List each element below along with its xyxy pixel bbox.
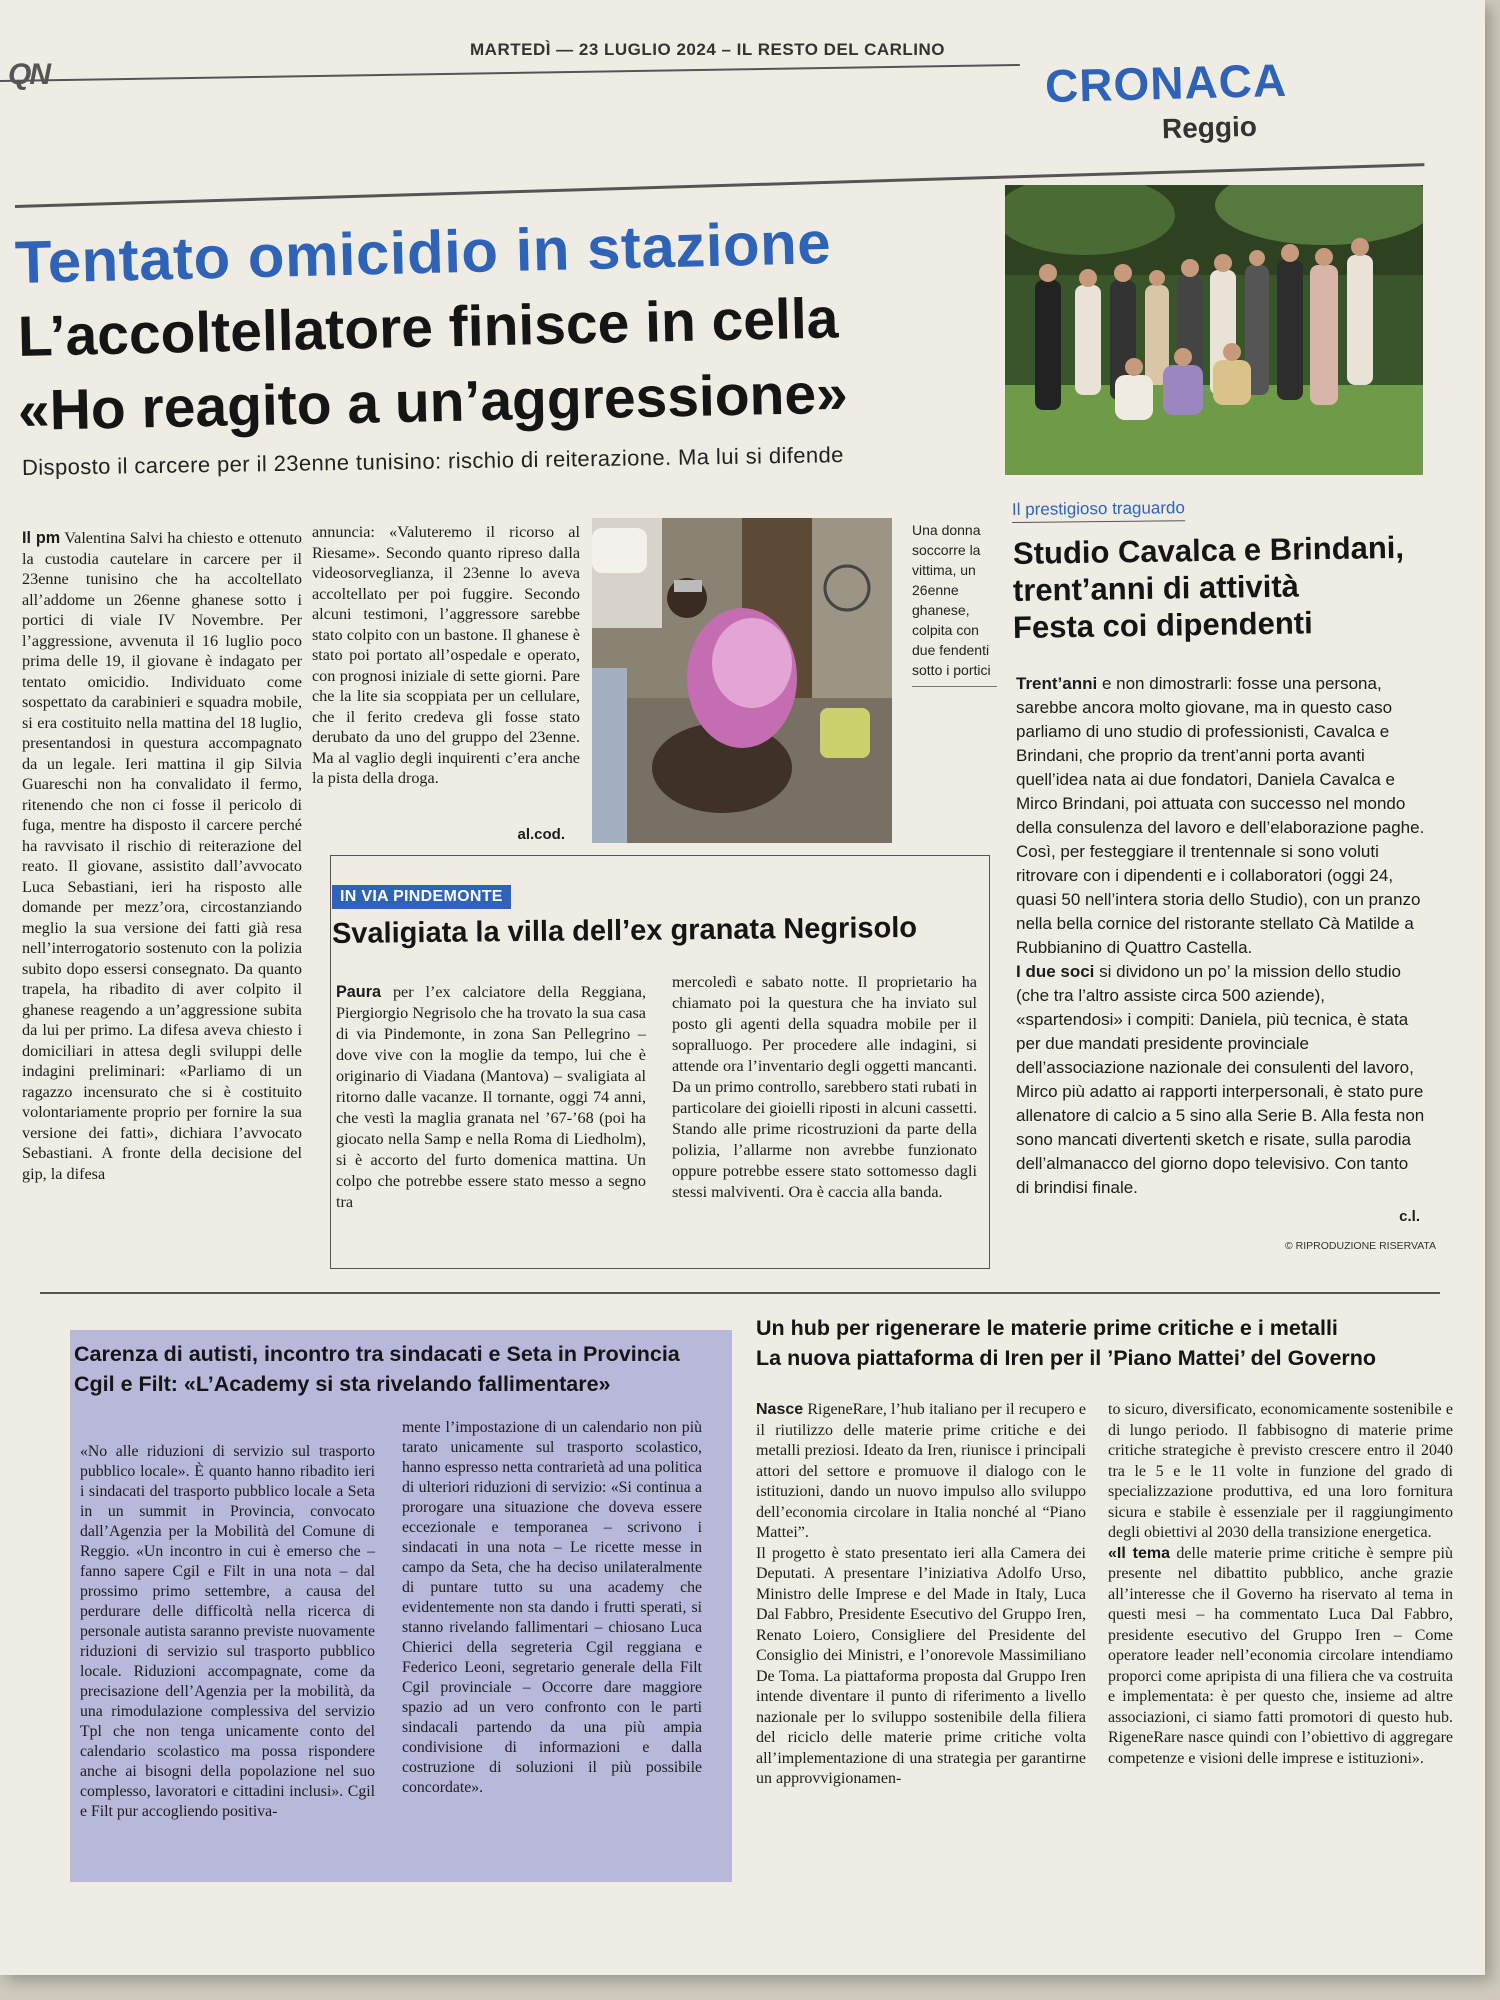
studio-signature: c.l. xyxy=(1399,1208,1420,1225)
bottom-section-rule xyxy=(40,1292,1440,1294)
stabbing-photo-art xyxy=(592,518,892,843)
seta-col1-text: «No alle riduzioni di servizio sul trasporto pubblico locale». È quanto hanno ribadito ieri i sindacati del trasporto pubblico locale a Seta in un summit in Provincia, convocato dall’Agenzia per la Mobilità del Comune di Reggio. «Un incontro in cui è emerso che – fanno sapere Cgil e Filt in una nota – dal prossimo primo settembre, a causa del perdurare delle difficoltà nella ricerca di personale autista saranno previste nuovamente riduzioni di servizio sul trasporto pubblico locale. Riduzioni accompagnate, come da precisazione dell’Agenzia per la mobilità, da una rimodulazione complessiva del servizio Tpl che non tenga unicamente conto del calendario scolastico ma possa rispondere anche ai bisogni della popolazione nel suo complesso, lavoratori e cittadini inclusi». Cgil e Filt pur accogliendo positiva- xyxy=(80,1443,375,1820)
header-rule xyxy=(0,64,1020,82)
studio-p2-text: si dividono un po’ la mission dello studio (che tra l’altro assiste circa 500 aziende), «spartendosi» i compiti: Daniela, più tecnica, è stata per due mandati presidente provinciale dell’associazione nazionale dei consulenti del lavoro, Mirco più adatto ai rapporti interpersonali, è stato pure allenatore di calcio a 5 sino alla Serie B. Alla festa non sono mancati divertenti sketch e risate, sulla parodia dell’almanacco del giorno dopo televisivo. Con tanto di brindisi finale. xyxy=(1016,962,1425,1197)
studio-title-line2: trent’anni di attività xyxy=(1012,568,1300,608)
lead-column-2 xyxy=(312,522,580,789)
iren-title-line2: La nuova piattaforma di Iren per il ’Piano Mattei’ del Governo xyxy=(756,1346,1377,1370)
villa-column-1 xyxy=(336,982,646,1213)
villa-col2-text: mercoledì e sabato notte. Il proprietario ha chiamato poi la questura che ha inviato sul posto gli agenti della squadra mobile per il sopralluogo. Per procedere alle indagini, si attende ora l’inventario degli oggetti mancanti. Da un primo controllo, sarebbero stati rubati in particolare dei gioielli riposti in alcuni cassetti. Stando alle prime ricostruzioni da parte della polizia, l’allarme non avrebbe funzionato oppure potrebbe essere stato sottomesso dagli stessi malviventi. Ora è caccia alla banda. xyxy=(672,973,977,1201)
studio-body xyxy=(1016,672,1426,1200)
studio-title-line3: Festa coi dipendenti xyxy=(1012,605,1313,645)
section-title: CRONACA xyxy=(1044,53,1288,113)
lead-signature: al.cod. xyxy=(517,826,565,843)
seta-column-2 xyxy=(402,1418,702,1798)
iren-column-1 xyxy=(756,1400,1086,1790)
villa-col1-lead: Paura xyxy=(336,983,381,1001)
studio-p1-lead: Trent’anni xyxy=(1016,674,1098,693)
qn-logo: QN xyxy=(8,58,49,91)
iren-col2-lead: «Il tema xyxy=(1108,1544,1170,1562)
copyright-notice: © RIPRODUZIONE RISERVATA xyxy=(1285,1240,1437,1252)
iren-col1-lead: Nasce xyxy=(756,1401,804,1418)
studio-p2-lead: I due soci xyxy=(1016,962,1095,981)
iren-col1-text: RigeneRare, l’hub italiano per il recupero e il riutilizzo delle materie prime critiche e dei metalli preziosi. Ideato da Iren, riunisce i principali attori del settore e promuove il dialogo con le istituzioni, dando un nuovo impulso allo sviluppo dell’economia circolare in Italia nonché al “Piano Mattei”. xyxy=(756,1401,1086,1541)
lead-subtitle: Disposto il carcere per il 23enne tunisino: rischio di reiterazione. Ma lui si difende xyxy=(21,442,845,480)
villa-col1-text: per l’ex calciatore della Reggiana, Piergiorgio Negrisolo che ha trovato la sua casa di via Pindemonte, in zona San Pellegrino – dove vive con la moglie da tempo, lui che è originario di Viadana (Mantova) – svaligiata al ritorno dalle vacanze. Il tornante, oggi 74 anni, che vestì la maglia granata nel ’67-’68 (poi ha giocato nella Samp e nella Roma di Liedholm), si è accorto del furto domenica mattina. Un colpo che potrebbe essere stato messo a segno tra xyxy=(336,983,647,1211)
studio-title-line1: Studio Cavalca e Brindani, xyxy=(1012,529,1405,571)
section-subtitle: Reggio xyxy=(1161,110,1258,145)
lead-col2-text: annuncia: «Valuteremo il ricorso al Riesame». Secondo quanto ripreso dalla videosorveglianza, il 23enne lo aveva accoltellato per poi fuggire. Secondo alcuni testimoni, l’aggressore sarebbe stato colpito con un bastone. Il ghanese è stato poi portato all’ospedale e operato, con prognosi iniziale di sette giorni. Pare che la lite sia scoppiata per un cellulare, che il ferito credeva gli fosse stato derubato da uno del gruppo del 23enne. Ma al vaglio degli inquirenti c’era anche la pista della droga. xyxy=(312,523,580,787)
staff-group-photo-art xyxy=(1005,185,1423,475)
dateline: MARTEDÌ — 23 LUGLIO 2024 – IL RESTO DEL CARLINO xyxy=(470,40,946,59)
seta-column-1 xyxy=(80,1442,375,1822)
stabbing-photo xyxy=(592,518,892,843)
lead-title-line1: Tentato omicidio in stazione xyxy=(14,209,832,296)
villa-title: Svaligiata la villa dell’ex granata Negrisolo xyxy=(331,911,918,950)
iren-column-2 xyxy=(1108,1400,1453,1769)
villa-column-2 xyxy=(672,972,977,1203)
lead-title-line2: L’accoltellatore finisce in cella xyxy=(17,286,840,369)
iren-col2-text: to sicuro, diversificato, economicamente sostenibile e di lungo periodo. Il fabbisogno di materie prime critiche strategiche è previsto crescere entro il 2040 tra le 5 e le 11 volte in funzione del grado di specializzazione produttiva, ed una loro fornitura sicura e stabile è essenziale per il raggiungimento degli obiettivi al 2030 della transizione energetica. xyxy=(1108,1401,1453,1541)
seta-col2-text: mente l’impostazione di un calendario non più tarato unicamente sul trasporto scolastico, hanno espresso netta contrarietà ad una politica di ulteriori riduzioni di servizio: «Si continua a prorogare una situazione che doveva essere eccezionale e temporanea – scrivono i sindacati in una nota – Le ricette messe in campo da Seta, che ha deciso unilateralmente di puntare tutto su una academy che evidentemente non sta dando i frutti sperati, si stanno rivelando fallimentari – chiosano Luca Chierici della segreteria Cgil reggiana e Federico Leoni, segretario generale della Filt Cgil provinciale – Occorre dare maggiore spazio ad un vero confronto con le parti sindacali partendo da una più ampia condivisione di informazioni e dalla costruzione di soluzioni il più possibile concordate». xyxy=(402,1419,702,1796)
seta-title-line2: Cgil e Filt: «L’Academy si sta rivelando fallimentare» xyxy=(74,1372,611,1396)
iren-col2-p2: delle materie prime critiche è sempre più presente nel dibattito pubblico, anche grazie all’interesse che il Governo ha riservato al tema in questi mesi – ha commentato Luca Dal Fabbro, presidente esecutivo del Gruppo Iren – Come operatore leader nell’economia circolare intendiamo proporci come apripista di una filiera che va costruita e implementata: è per questo che, insieme ad altre associazioni, ci siamo fatti promotori di questo hub. RigeneRare nasce quindi con l’obiettivo di aggregare competenze e visioni delle imprese e istituzioni». xyxy=(1108,1544,1453,1767)
lead-title-line3: «Ho reagito a un’aggressione» xyxy=(17,361,849,443)
lead-col1-lead: Il pm xyxy=(22,529,61,547)
studio-p1-text: e non dimostrarli: fosse una persona, sarebbe ancora molto giovane, ma in questo caso parliamo di uno studio di professionisti, Cavalca e Brindani, che proprio da trent’anni porta avanti quell’idea nata ai due fondatori, Daniela Cavalca e Mirco Brindani, poi attuata con successo nel mondo della consulenza del lavoro e dell’elaborazione paghe. Così, per festeggiare il trentennale si sono voluti ritrovare con i dipendenti e i collaboratori (oggi 24, quasi 50 nell’intera storia dello Studio), con un pranzo nella bella cornice del ristorante stellato Cà Matilde a Rubbianino di Quattro Castella. xyxy=(1016,674,1425,957)
villa-tag: IN VIA PINDEMONTE xyxy=(332,885,511,909)
lead-col1-text: Valentina Salvi ha chiesto e ottenuto la custodia cautelare in carcere per il 23enne tunisino che ha accoltellato all’addome un 26enne ghanese sotto i portici di viale IV Novembre. Per l’aggressione, avvenuta il 16 luglio poco prima delle 19, il giovane è indagato per tentato omicidio. Individuato come sospettato da carabinieri e squadra mobile, si era costituito nella mattina del 18 luglio, presentandosi in questura accompagnato da un legale. Ieri mattina il gip Silvia Guareschi non ha convalidato il fermo, ritenendo che non ci fosse il pericolo di fuga, mentre ha disposto il carcere perché ha ravvisato il rischio di reiterazione del reato. Il giovane, assistito dall’avvocato Luca Sebastiani, ieri ha risposto alle domande per mezz’ora, circostanziando meglio la sua versione dei fatti già resa nell’interrogatorio sostenuto con la polizia subito dopo essersi consegnato. Da quanto trapela, ha ribadito di aver colpito il ghanese reagendo a un’aggressione subita da lui per primo. La difesa aveva chiesto i domiciliari in attesa degli sviluppi delle indagini preliminari: «Parliamo di un ragazzo incensurato che si è costituito volontariamente proprio per fornire la sua versione dei fatti», dichiara l’avvocato Sebastiani. A fronte della decisione del gip, la difesa xyxy=(22,529,302,1183)
seta-title-line1: Carenza di autisti, incontro tra sindacati e Seta in Provincia xyxy=(74,1342,680,1366)
lead-column-1 xyxy=(22,528,302,1184)
iren-title-line1: Un hub per rigenerare le materie prime critiche e i metalli xyxy=(756,1316,1338,1340)
staff-group-photo xyxy=(1005,185,1423,475)
studio-kicker: Il prestigioso traguardo xyxy=(1012,498,1185,523)
photo-caption: Una donna soccorre la vittima, un 26enne ghanese, colpita con due fendenti sotto i portici xyxy=(912,520,997,687)
iren-col1-p2: Il progetto è stato presentato ieri alla Camera dei Deputati. A presentare l’iniziativa Adolfo Urso, Ministro delle Imprese e del Made in Italy, Luca Dal Fabbro, Presidente Esecutivo del Gruppo Iren, Renato Loiero, Consigliere del Presidente del Consiglio dei Ministri, e l’onorevole Massimiliano De Toma. La piattaforma proposta dal Gruppo Iren intende diventare il punto di riferimento a livello nazionale per lo sviluppo sostenibile della filiera del riciclo delle materie prime critiche volta all’implementazione di una strategia per garantirne un approvvigionamen- xyxy=(756,1544,1086,1787)
